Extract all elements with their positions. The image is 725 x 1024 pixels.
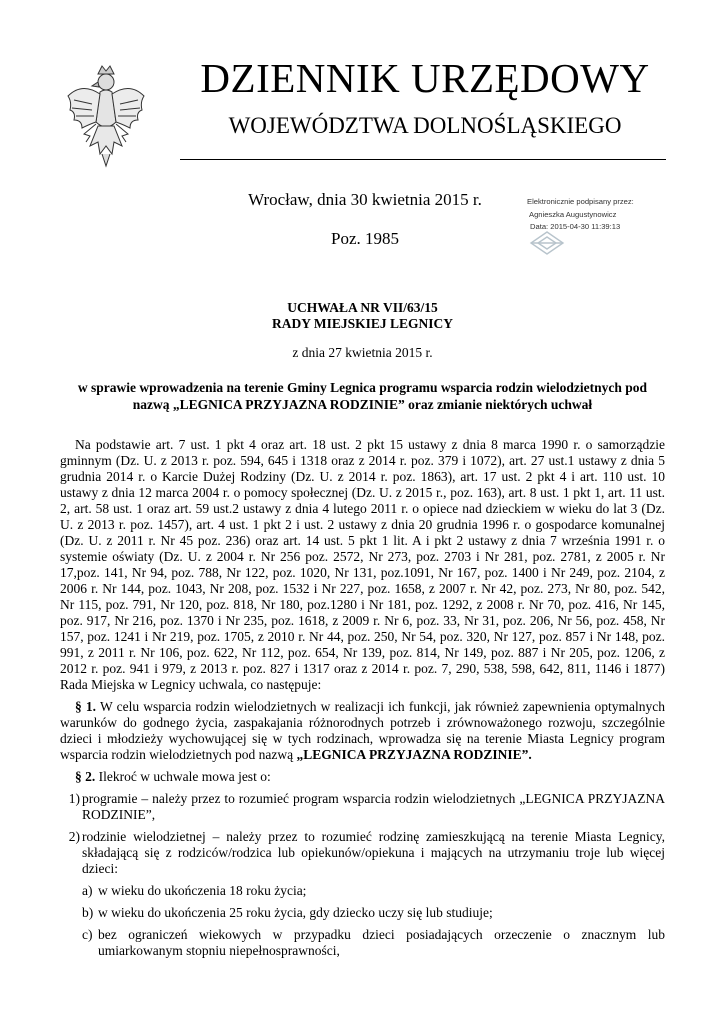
sub-list-item-text: w wieku do ukończenia 18 roku życia;	[98, 883, 307, 898]
sub-list-item-letter: c)	[82, 927, 93, 942]
signature-date: Data: 2015-04-30 11:39:13	[530, 222, 621, 231]
section-mark: § 1.	[75, 699, 97, 714]
list-item	[60, 791, 665, 823]
section-text: Ilekroć w uchwale mowa jest o:	[98, 769, 271, 784]
resolution-subject-line: w sprawie wprowadzenia na terenie Gminy Legnica programu wsparcia rodzin wielodzietnych pod	[77, 380, 648, 395]
sub-list-item-letter: a)	[82, 883, 93, 898]
resolution-subject-line: nazwą „LEGNICA PRZYJAZNA RODZINIE” oraz zmianie niektórych uchwał	[132, 397, 593, 412]
sub-list-item	[60, 905, 665, 921]
sub-list-item-letter: b)	[82, 905, 94, 920]
preamble: Na podstawie art. 7 ust. 1 pkt 4 oraz art. 18 ust. 2 pkt 15 ustawy z dnia 8 marca 1990 r. o samorządzie gminnym (Dz. U. z 2013 r. poz. 594, 645 i 1318 oraz z 2014 r. poz. 379 i 1072), art. 27 ust.1 ustawy z dnia 5 grudnia 2014 r. o Karcie Dużej Rodziny (Dz. U. z 2014 r. poz. 1863), art. 17 ust. 2 pkt 4 i art. 110 ust. 10 ustawy z dnia 12 marca 2004 r. o pomocy społecznej (Dz. U. z 2015 r., poz. 163), art. 8 ust. 1 pkt 1, art. 11 ust. 2, art. 58 ust. 1 oraz art. 59 ust.2 ustawy z dnia 4 lutego 2011 r. o opiece nad dzieckiem w wieku do lat 3 (Dz. U. z 2013 r. poz. 1457), art. 4 ust. 1 pkt 2 i ust. 2 ustawy z dnia 20 grudnia 1996 r. o gospodarce komunalnej (Dz. U. z 2011 r. Nr 45 poz. 236) oraz art. 14 ust. 5 pkt 1 lit. A i pkt 2 ustawy z dnia 7 września 1991 r. o systemie oświaty (Dz. U. z 2004 r. Nr 256 poz. 2572, Nr 273, poz. 2703 i Nr 281, poz. 2781, z 2005 r. Nr 17,poz. 141, Nr 94, poz. 788, Nr 122, poz. 1020, Nr 131, poz.1091, Nr 167, poz. 1400 i Nr 249, poz. 2104, z 2006 r. Nr 144, poz. 1043, Nr 208, poz. 1532 i Nr 227, poz. 1658, z 2007 r. Nr 42, poz. 273, Nr 80, poz. 542, Nr 115, poz. 791, Nr 120, poz. 818, Nr 180, poz.1280 i Nr 181, poz. 1292, z 2008 r. Nr 70, poz. 416, Nr 145, poz. 917, Nr 216, poz. 1370 i Nr 235, poz. 1618, z 2009 r. Nr 6, poz. 33, Nr 31, poz. 206, Nr 56, poz. 458, Nr 157, poz. 1241 i Nr 219, poz. 1705, z 2010 r. Nr 44, poz. 250, Nr 54, poz. 320, Nr 127, poz. 857 i Nr 148, poz. 991, z 2011 r. Nr 106, poz. 622, Nr 112, poz. 654, Nr 139, poz. 814, Nr 149, poz. 887 i Nr 205, poz. 1206, z 2012 r. poz. 941 i 979, z 2013 r. poz. 827 i 1317 oraz z 2014 r. poz. 7, 290, 538, 598, 642, 811, 1146 i 1877) Rada Miejska w Legnicy uchwala, co następuje:	[60, 437, 665, 692]
eagle-emblem-icon	[62, 62, 150, 172]
resolution-body	[60, 437, 665, 959]
signature-seal-icon	[527, 230, 567, 256]
resolution-date: z dnia 27 kwietnia 2015 r.	[292, 345, 433, 360]
list-item-number: 2)	[68, 829, 80, 844]
masthead-subtitle: WOJEWÓDZTWA DOLNOŚLĄSKIEGO	[228, 113, 622, 138]
masthead-divider	[180, 159, 666, 160]
section-text: W celu wsparcia rodzin wielodzietnych w realizacji ich funkcji, jak również zapewnienia optymalnych warunków do godnego życia, zaspakajania różnorodnych potrzeb i zrównoważonego rozwoju, szczególnie dzieci i młodzieży wychowującej się w tych rodzinach, wprowadza się na terenie Miasta Legnicy program wsparcia rodzin wielodzietnych pod nazwą	[60, 699, 666, 762]
sub-list-item	[60, 883, 665, 899]
signature-label: Elektronicznie podpisany przez:	[527, 197, 634, 206]
section-1	[60, 699, 665, 763]
list-item	[60, 829, 665, 877]
electronic-signature-block	[527, 196, 697, 234]
signature-signer: Agnieszka Augustynowicz	[529, 209, 617, 219]
masthead-title: DZIENNIK URZĘDOWY	[200, 55, 650, 101]
section-2	[60, 769, 665, 785]
resolution-council: RADY MIEJSKIEJ LEGNICY	[271, 316, 454, 331]
publication-place-date: Wrocław, dnia 30 kwietnia 2015 r.	[248, 190, 482, 209]
sub-list-item-text: bez ograniczeń wiekowych w przypadku dzieci posiadających orzeczenie o znacznym lub umiarkowanym stopniu niepełnosprawności,	[98, 927, 665, 958]
publication-position: Poz. 1985	[331, 229, 399, 248]
resolution-title	[60, 300, 665, 332]
section-mark: § 2.	[75, 769, 96, 784]
list-item-number: 1)	[68, 791, 80, 806]
sub-list-item	[60, 927, 665, 959]
list-item-text: programie – należy przez to rozumieć program wsparcia rodzin wielodzietnych „LEGNICA PRZYJAZNA RODZINIE”,	[82, 791, 665, 822]
program-name: „LEGNICA PRZYJAZNA RODZINIE”.	[296, 747, 532, 762]
sub-list-item-text: w wieku do ukończenia 25 roku życia, gdy dziecko uczy się lub studiuje;	[98, 905, 493, 920]
resolution-number: UCHWAŁA NR VII/63/15	[287, 300, 438, 315]
resolution-subject	[75, 379, 650, 413]
list-item-text: rodzinie wielodzietnej – należy przez to rozumieć rodzinę zamieszkującą na terenie Miasta Legnicy, składającą się z rodziców/rodzica lub opiekunów/opiekuna i mających na utrzymaniu troje lub więcej dzieci:	[82, 829, 665, 876]
